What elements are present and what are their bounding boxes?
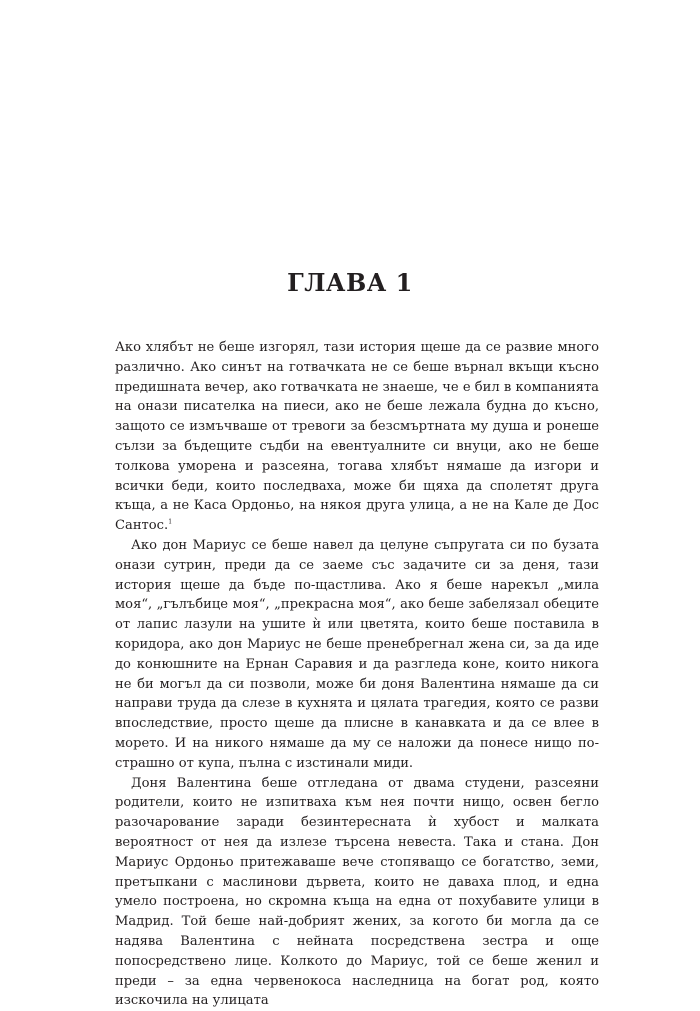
paragraph-1 <box>115 338 599 536</box>
paragraph-3: Доня Валентина беше отгледана от двама студени, разсеяни родители, които не изпитваха към нея почти нищо, освен бегло разочарование заради безинтересната ѝ хубост и малката вероятност от нея да излезе търсена невеста. Така и стана. Дон Мариус Ордоньо притежаваше вече стопяващо се богатство, земи, претъпкани с маслинови дървета, които не даваха плод, и една умело построена, но скромна къща на една от похубавите улици в Мадрид. Той беше най-добрият жених, за когото би могла да се надява Валентина с нейната посредствена зестра и още попосредствено лице. Колкото до Мариус, той се беше женил и преди – за една червенокоса наследница на богат род, която изскочила на улицата <box>115 775 599 1009</box>
footnote-marker[interactable]: 1 <box>168 518 173 526</box>
paragraph-2: Ако дон Мариус се беше навел да целуне съпругата си по бузата онази сутрин, преди да се заеме със задачите си за деня, тази история щеше да бъде по-щастлива. Ако я беше нарекъл „мила моя“, „гълъбице моя“, „прекрасна моя“, ако беше забелязал обеците от лапис лазули на ушите ѝ или цветята, които беше поставила в коридора, ако дон Мариус не беше пренебрегнал жена си, за да иде до конюшните на Ернан Саравия и да разгледа коне, които никога не би могъл да си позволи, може би доня Валентина нямаше да си направи труда да слезе в кухнята и цялата трагедия, която се разви впоследствие, просто щеше да плисне в канавката и да се влее в морето. И на никого нямаше да му се наложи да понесе нищо по-страшно от купа, пълна с изстинали миди. <box>115 537 599 771</box>
chapter-title: ГЛАВА 1 <box>287 268 413 297</box>
paragraph-1-text: Ако хлябът не беше изгорял, тази история щеше да се развие много различно. Ако синът на готвачката не се беше върнал вкъщи късно предишната вечер, ако готвачката не знаеше, че е бил в компанията на онази писателка на пиеси, ако не беше лежала будна до късно, защото се измъчваше от тревоги за безсмъртната му душа и ронеше сълзи за бъдещите съдби на евентуалните си внуци, ако не беше толкова уморена и разсеяна, тогава хлябът нямаше да изгори и всички беди, които последваха, може би щяха да сполетят друга къща, а не Каса Ордоньо, на някоя друга улица, а не на Кале де Дос Сантос. <box>115 340 599 534</box>
chapter-body <box>115 338 599 1011</box>
